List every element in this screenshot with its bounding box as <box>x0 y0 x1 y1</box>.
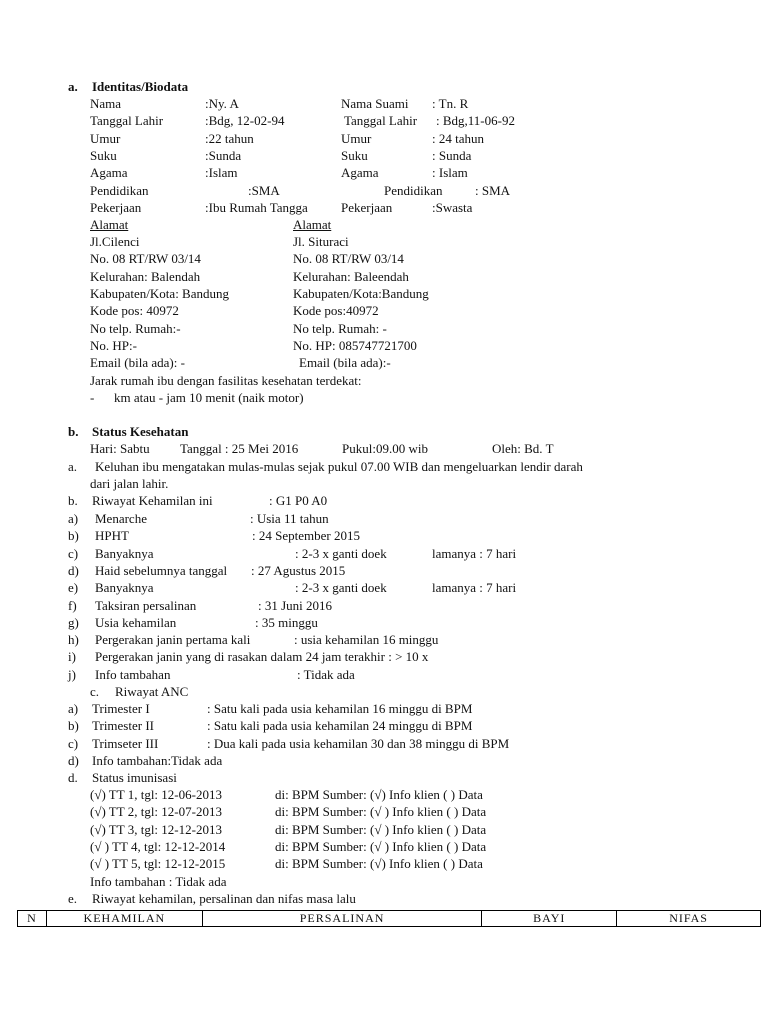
alamat-ibu-line: Kode pos: 40972 <box>90 303 179 319</box>
riwayat-item-label: Banyaknya <box>95 580 154 596</box>
identity-value-suami: : 24 tahun <box>432 130 484 146</box>
status-tanggal: Tanggal : 25 Mei 2016 <box>180 441 299 456</box>
alamat-ibu-line: Email (bila ada): - <box>90 355 185 371</box>
anc-item-label: Trimester I <box>92 701 150 716</box>
imunisasi-sumber: di: BPM Sumber: (√ ) Info klien ( ) Data <box>275 804 487 820</box>
keluhan-line-1: Keluhan ibu mengatakan mulas-mulas sejak pukul 07.00 WIB dan mengeluarkan lendir darah <box>95 459 583 474</box>
section-b-marker: b. <box>68 424 79 439</box>
imunisasi-sumber: di: BPM Sumber: (√ ) Info klien ( ) Data <box>275 821 487 837</box>
identity-value-ibu: :Ibu Rumah Tangga <box>205 199 308 215</box>
riwayat-item-extra: lamanya : 7 hari <box>432 580 517 596</box>
riwayat-item-extra: lamanya : 7 hari <box>432 545 517 561</box>
alamat-suami-line: Kode pos:40972 <box>293 303 379 319</box>
anc-item-marker: b) <box>68 718 79 734</box>
keluhan-line-2: dari jalan lahir. <box>90 476 169 491</box>
imunisasi-marker: d. <box>68 770 78 785</box>
alamat-suami-line: No. 08 RT/RW 03/14 <box>293 251 404 267</box>
identity-label-suami: Agama <box>341 165 379 181</box>
alamat-suami-line: Kabupaten/Kota:Bandung <box>293 285 429 301</box>
jarak-label: Jarak rumah ibu dengan fasilitas kesehatan terdekat: <box>90 373 362 388</box>
identity-value-ibu: :Islam <box>205 165 238 181</box>
riwayat-item-label: Pergerakan janin pertama kali <box>95 632 251 648</box>
alamat-suami-line: Kelurahan: Baleendah <box>293 268 409 284</box>
riwayat-item-value: : 31 Juni 2016 <box>258 597 333 613</box>
identity-label-ibu: Suku <box>90 147 117 163</box>
riwayat-item-label: HPHT <box>95 528 129 544</box>
identity-label-ibu: Nama <box>90 96 122 111</box>
anc-item-value: : Satu kali pada usia kehamilan 16 minggu di BPM <box>207 701 473 716</box>
riwayat-item-value: : 35 minggu <box>255 614 318 630</box>
col-header-kehamilan: KEHAMILAN <box>46 911 202 927</box>
status-pukul: Pukul:09.00 wib <box>342 441 428 456</box>
jarak-dash: - <box>90 390 95 405</box>
identity-label-suami: Umur <box>341 130 372 146</box>
imunisasi-tt: (√) TT 1, tgl: 12-06-2013 <box>90 787 222 802</box>
alamat-ibu-line: Kabupaten/Kota: Bandung <box>90 285 229 301</box>
section-b-title: Status Kesehatan <box>92 424 189 439</box>
alamat-ibu-line: No telp. Rumah:- <box>90 320 181 336</box>
identity-value-ibu: :Bdg, 12-02-94 <box>205 113 285 129</box>
identity-label-ibu: Pendidikan <box>90 182 149 198</box>
identity-value-suami: : Tn. R <box>432 96 469 111</box>
alamat-ibu-line: No. 08 RT/RW 03/14 <box>90 251 201 267</box>
identity-label-suami: Pendidikan <box>384 182 443 198</box>
identity-value-suami: : Sunda <box>432 147 472 163</box>
status-oleh: Oleh: Bd. T <box>492 441 554 456</box>
riwayat-item-value: : 2-3 x ganti doek <box>295 580 387 596</box>
identity-label-ibu: Tanggal Lahir <box>90 113 164 129</box>
col-header-persalinan: PERSALINAN <box>202 911 482 927</box>
anc-item-label: Trimester II <box>92 718 154 734</box>
riwayat-item-label: Usia kehamilan <box>95 614 177 630</box>
riwayat-item-label: Pergerakan janin yang di rasakan dalam 24 jam terakhir : > 10 x <box>95 649 429 665</box>
anc-info-marker: d) <box>68 753 79 768</box>
riwayat-lalu-title: Riwayat kehamilan, persalinan dan nifas masa lalu <box>92 891 356 906</box>
identity-label-suami: Pekerjaan <box>341 199 393 215</box>
alamat-ibu-header: Alamat <box>90 217 129 232</box>
identity-value-ibu: :22 tahun <box>205 130 254 146</box>
riwayat-table <box>17 910 761 927</box>
imunisasi-sumber: di: BPM Sumber: (√) Info klien ( ) Data <box>275 856 483 872</box>
imunisasi-sumber: di: BPM Sumber: (√) Info klien ( ) Data <box>275 787 483 802</box>
section-a-marker: a. <box>68 79 78 94</box>
imunisasi-tt: (√) TT 2, tgl: 12-07-2013 <box>90 804 222 820</box>
section-a-title: Identitas/Biodata <box>92 79 189 94</box>
anc-info: Info tambahan:Tidak ada <box>92 753 223 768</box>
identity-value-suami: : Bdg,11-06-92 <box>436 113 515 129</box>
identity-label-suami: Nama Suami <box>341 96 409 111</box>
anc-item-label: Trimseter III <box>92 735 159 751</box>
alamat-ibu-line: Jl.Cilenci <box>90 234 140 249</box>
imunisasi-title: Status imunisasi <box>92 770 177 785</box>
imunisasi-info: Info tambahan : Tidak ada <box>90 874 227 889</box>
alamat-suami-line: Jl. Situraci <box>293 234 349 249</box>
identity-label-suami: Suku <box>341 147 368 163</box>
riwayat-item-marker: h) <box>68 632 79 648</box>
riwayat-item-marker: f) <box>68 597 77 613</box>
identity-value-ibu: :SMA <box>248 182 280 198</box>
alamat-suami-header: Alamat <box>293 217 332 232</box>
identity-value-suami: : Islam <box>432 165 468 181</box>
identity-value-suami: : SMA <box>475 182 511 198</box>
riwayat-value: : G1 P0 A0 <box>269 493 328 508</box>
riwayat-item-label: Haid sebelumnya tanggal <box>95 562 228 578</box>
anc-item-value: : Satu kali pada usia kehamilan 24 minggu di BPM <box>207 718 473 734</box>
anc-item-marker: c) <box>68 735 79 751</box>
alamat-suami-line: Email (bila ada):- <box>299 355 391 371</box>
riwayat-item-value: : 2-3 x ganti doek <box>295 545 387 561</box>
identity-label-suami: Tanggal Lahir <box>344 113 418 129</box>
col-header-bayi: BAYI <box>482 911 617 927</box>
riwayat-item-label: Banyaknya <box>95 545 154 561</box>
imunisasi-tt: (√ ) TT 4, tgl: 12-12-2014 <box>90 838 226 854</box>
riwayat-item-marker: d) <box>68 562 79 578</box>
col-header-n: N <box>18 911 47 927</box>
riwayat-item-marker: e) <box>68 580 79 596</box>
identity-label-ibu: Agama <box>90 165 128 181</box>
anc-item-value: : Dua kali pada usia kehamilan 30 dan 38 minggu di BPM <box>207 735 510 751</box>
keluhan-marker: a. <box>68 459 78 474</box>
anc-title: Riwayat ANC <box>115 684 189 699</box>
riwayat-item-label: Taksiran persalinan <box>95 597 197 613</box>
identity-label-ibu: Umur <box>90 130 121 146</box>
riwayat-item-marker: b) <box>68 528 79 544</box>
imunisasi-tt: (√ ) TT 5, tgl: 12-12-2015 <box>90 856 226 872</box>
riwayat-item-value: : Tidak ada <box>297 666 355 682</box>
alamat-ibu-line: Kelurahan: Balendah <box>90 268 201 284</box>
riwayat-item-label: Info tambahan <box>95 666 171 682</box>
identity-value-suami: :Swasta <box>432 199 473 215</box>
anc-marker: c. <box>90 684 100 699</box>
riwayat-item-value: : 27 Agustus 2015 <box>251 562 346 578</box>
alamat-suami-line: No. HP: 085747721700 <box>293 337 417 353</box>
riwayat-label: Riwayat Kehamilan ini <box>92 493 213 508</box>
riwayat-item-marker: a) <box>68 511 79 526</box>
riwayat-lalu-marker: e. <box>68 891 78 906</box>
riwayat-item-value: : 24 September 2015 <box>252 528 360 544</box>
jarak-value: km atau - jam 10 menit (naik motor) <box>114 390 304 405</box>
riwayat-item-marker: j) <box>68 666 76 682</box>
identity-value-ibu: :Sunda <box>205 147 242 163</box>
status-hari: Hari: Sabtu <box>90 441 150 456</box>
imunisasi-sumber: di: BPM Sumber: (√ ) Info klien ( ) Data <box>275 838 487 854</box>
riwayat-item-value: : Usia 11 tahun <box>250 511 329 526</box>
col-header-nifas: NIFAS <box>617 911 761 927</box>
imunisasi-tt: (√) TT 3, tgl: 12-12-2013 <box>90 821 222 837</box>
riwayat-item-marker: c) <box>68 545 79 561</box>
alamat-ibu-line: No. HP:- <box>90 337 137 353</box>
riwayat-item-label: Menarche <box>95 511 147 526</box>
identity-value-ibu: :Ny. A <box>205 96 239 111</box>
alamat-suami-line: No telp. Rumah: - <box>293 320 387 336</box>
riwayat-item-marker: i) <box>68 649 76 665</box>
riwayat-marker: b. <box>68 493 78 508</box>
riwayat-item-marker: g) <box>68 614 79 630</box>
riwayat-item-value: : usia kehamilan 16 minggu <box>294 632 439 648</box>
identity-label-ibu: Pekerjaan <box>90 199 142 215</box>
table-header-row <box>18 911 761 927</box>
anc-item-marker: a) <box>68 701 79 716</box>
